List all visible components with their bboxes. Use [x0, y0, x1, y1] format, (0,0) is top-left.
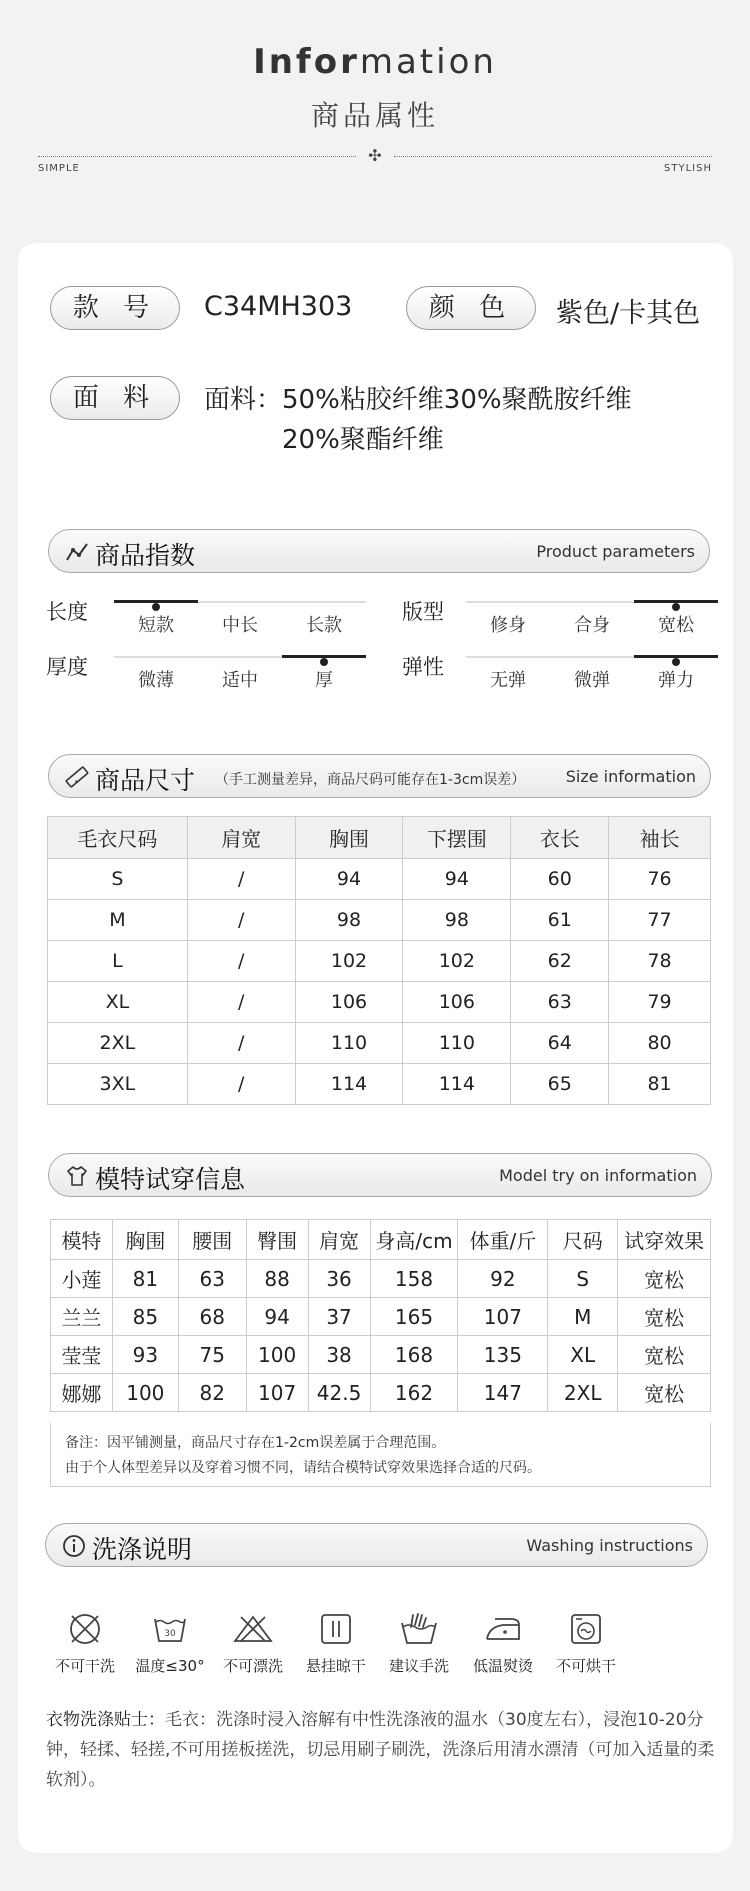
table-cell: 2XL — [548, 1374, 618, 1412]
param-length-opt-3: 长款 — [306, 615, 342, 636]
model-col-hip: 臀围 — [246, 1220, 308, 1260]
wash-label-no-tumble-dry: 不可烘干 — [555, 1657, 616, 1675]
table-cell: 100 — [246, 1336, 308, 1374]
ruler-icon — [65, 765, 89, 789]
table-row — [51, 1260, 711, 1298]
model-col-fit: 试穿效果 — [618, 1220, 711, 1260]
size-table-header — [48, 817, 711, 859]
table-cell: 107 — [458, 1298, 548, 1336]
table-cell: / — [187, 900, 295, 941]
low-iron-icon — [483, 1611, 523, 1647]
table-cell: 2XL — [48, 1023, 188, 1064]
table-cell: 110 — [295, 1023, 403, 1064]
wash-tips-title: 衣物洗涤贴士： — [46, 1710, 165, 1730]
header-divider-left — [38, 156, 356, 157]
param-fit-opt-1: 修身 — [490, 615, 526, 636]
wash-tips — [46, 1705, 716, 1795]
no-bleach-icon — [233, 1611, 273, 1647]
table-cell: 宽松 — [618, 1260, 711, 1298]
model-col-height: 身高/cm — [370, 1220, 458, 1260]
table-cell: 42.5 — [308, 1374, 370, 1412]
size-section-note: （手工测量差异，商品尺码可能存在1-3cm误差） — [215, 772, 526, 788]
style-number-label: 款 号 — [50, 286, 180, 330]
table-cell: 78 — [609, 941, 711, 982]
table-cell: 63 — [178, 1260, 246, 1298]
table-cell: 158 — [370, 1260, 458, 1298]
table-cell: 宽松 — [618, 1336, 711, 1374]
table-cell: 36 — [308, 1260, 370, 1298]
header-divider-right — [394, 156, 712, 157]
table-cell: 61 — [511, 900, 609, 941]
table-row — [48, 900, 711, 941]
wash-30-badge: 30 — [164, 1629, 176, 1639]
header-title-bold: Infor — [253, 42, 360, 82]
table-cell: 65 — [511, 1064, 609, 1105]
table-cell: 147 — [458, 1374, 548, 1412]
table-cell: / — [187, 1023, 295, 1064]
param-fit-opt-2: 合身 — [574, 615, 610, 636]
info-card — [18, 243, 733, 1853]
header-simple-label: SIMPLE — [38, 163, 80, 174]
table-cell: S — [48, 859, 188, 900]
table-cell: XL — [48, 982, 188, 1023]
param-fit-opt-3: 宽松 — [658, 615, 694, 636]
header-stylish-label: STYLISH — [664, 163, 712, 174]
model-note-line1: 备注：因平铺测量，商品尺寸存在1-2cm误差属于合理范围。 — [65, 1435, 446, 1451]
param-fit-label: 版型 — [402, 600, 444, 624]
table-cell: 娜娜 — [51, 1374, 113, 1412]
params-section-title: 商品指数 — [95, 541, 196, 570]
table-cell: / — [187, 1064, 295, 1105]
color-value: 紫色/卡其色 — [556, 298, 701, 329]
header-title — [0, 42, 750, 82]
table-row — [48, 982, 711, 1023]
table-cell: 94 — [246, 1298, 308, 1336]
table-row — [51, 1374, 711, 1412]
wash-label-low-iron: 低温熨烫 — [472, 1657, 533, 1675]
table-cell: 宽松 — [618, 1298, 711, 1336]
table-row — [48, 1023, 711, 1064]
table-cell: 135 — [458, 1336, 548, 1374]
wash-item-no-dry-clean — [40, 1611, 130, 1676]
table-cell: / — [187, 859, 295, 900]
table-cell: 98 — [403, 900, 511, 941]
wash-item-wash-30 — [125, 1611, 215, 1676]
cross-ornament-icon: ✣ — [368, 146, 382, 165]
model-col-size: 尺码 — [548, 1220, 618, 1260]
table-cell: 82 — [178, 1374, 246, 1412]
table-cell: 62 — [511, 941, 609, 982]
table-cell: / — [187, 982, 295, 1023]
table-cell: 102 — [403, 941, 511, 982]
table-cell: 94 — [403, 859, 511, 900]
wash-item-low-iron — [458, 1611, 548, 1676]
table-cell: 75 — [178, 1336, 246, 1374]
info-circle-icon — [62, 1534, 86, 1558]
table-cell: 79 — [609, 982, 711, 1023]
table-cell: 168 — [370, 1336, 458, 1374]
wash-label-temp: 温度≤30° — [135, 1657, 205, 1675]
table-cell: 81 — [112, 1260, 178, 1298]
hang-dry-icon — [318, 1611, 354, 1647]
table-cell: 60 — [511, 859, 609, 900]
table-cell: 莹莹 — [51, 1336, 113, 1374]
table-cell: M — [548, 1298, 618, 1336]
table-cell: 68 — [178, 1298, 246, 1336]
param-elasticity-opt-3: 弹力 — [658, 670, 694, 691]
param-length-dot — [152, 603, 160, 611]
table-cell: 80 — [609, 1023, 711, 1064]
wash-item-hand-wash — [374, 1611, 464, 1676]
param-length-opt-2: 中长 — [222, 615, 258, 636]
wash-section-en: Washing instructions — [526, 1536, 693, 1555]
fabric-value-line1: 面料：50%粘胶纤维30%聚酰胺纤维 — [204, 385, 632, 415]
table-cell: M — [48, 900, 188, 941]
size-col-shoulder: 肩宽 — [187, 817, 295, 859]
wash-item-no-bleach — [208, 1611, 298, 1676]
header-title-rest: mation — [359, 42, 497, 82]
param-thickness-dot — [320, 658, 328, 666]
param-thickness-opt-2: 适中 — [222, 670, 258, 691]
trend-line-icon — [65, 540, 89, 564]
table-cell: 宽松 — [618, 1374, 711, 1412]
model-col-name: 模特 — [51, 1220, 113, 1260]
hand-wash-icon — [399, 1611, 439, 1647]
wash-label-no-dry-clean: 不可干洗 — [54, 1657, 115, 1675]
model-section-title: 模特试穿信息 — [95, 1165, 246, 1194]
model-note-line2: 由于个人体型差异以及穿着习惯不同，请结合模特试穿效果选择合适的尺码。 — [65, 1460, 541, 1476]
model-col-weight: 体重/斤 — [458, 1220, 548, 1260]
table-cell: 3XL — [48, 1064, 188, 1105]
fabric-value-line2: 20%聚酯纤维 — [282, 425, 444, 455]
wash-30-icon — [152, 1611, 188, 1647]
table-cell: 114 — [295, 1064, 403, 1105]
param-length-opt-1: 短款 — [138, 615, 174, 636]
table-cell: 94 — [295, 859, 403, 900]
header-subtitle: 商品属性 — [310, 99, 439, 132]
params-section-bar — [48, 529, 710, 573]
param-thickness-opt-1: 微薄 — [138, 670, 174, 691]
table-cell: 98 — [295, 900, 403, 941]
size-section-title: 商品尺寸 — [95, 766, 196, 795]
size-col-size: 毛衣尺码 — [48, 817, 188, 859]
fabric-label: 面 料 — [50, 376, 180, 420]
table-row — [48, 1064, 711, 1105]
size-section-en: Size information — [565, 767, 696, 786]
table-cell: 114 — [403, 1064, 511, 1105]
table-row — [48, 941, 711, 982]
param-elasticity-opt-2: 微弹 — [574, 670, 610, 691]
wash-label-hand-wash: 建议手洗 — [388, 1657, 449, 1675]
table-row — [51, 1298, 711, 1336]
wash-item-hang-dry — [291, 1611, 381, 1676]
table-cell: L — [48, 941, 188, 982]
wash-tips-body: 毛衣：洗涤时浸入溶解有中性洗涤液的温水（30度左右），浸泡10-20分钟，轻揉、轻搓,不可用搓板搓洗，切忌用刷子刷洗，洗涤后用清水漂清（可加入适量的柔软剂）。 — [46, 1710, 715, 1790]
model-col-waist: 腰围 — [178, 1220, 246, 1260]
model-note — [50, 1423, 711, 1487]
model-table-header — [51, 1220, 711, 1260]
size-col-length: 衣长 — [511, 817, 609, 859]
table-cell: 107 — [246, 1374, 308, 1412]
table-cell: XL — [548, 1336, 618, 1374]
param-elasticity-label: 弹性 — [402, 655, 444, 679]
table-cell: 85 — [112, 1298, 178, 1336]
table-cell: 106 — [295, 982, 403, 1023]
param-elasticity-opt-1: 无弹 — [490, 670, 526, 691]
param-fit-dot — [672, 603, 680, 611]
wash-section-bar — [45, 1523, 708, 1567]
table-cell: 37 — [308, 1298, 370, 1336]
model-section-en: Model try on information — [499, 1166, 697, 1185]
table-cell: 110 — [403, 1023, 511, 1064]
size-col-hem: 下摆围 — [403, 817, 511, 859]
table-cell: 102 — [295, 941, 403, 982]
table-row — [51, 1336, 711, 1374]
model-col-chest: 胸围 — [112, 1220, 178, 1260]
model-table — [50, 1219, 711, 1412]
table-cell: 106 — [403, 982, 511, 1023]
param-elasticity-dot — [672, 658, 680, 666]
table-cell: 81 — [609, 1064, 711, 1105]
table-cell: 63 — [511, 982, 609, 1023]
table-cell: 93 — [112, 1336, 178, 1374]
table-cell: 88 — [246, 1260, 308, 1298]
size-section-bar — [48, 754, 711, 798]
table-cell: 38 — [308, 1336, 370, 1374]
wash-item-no-tumble-dry — [541, 1611, 631, 1676]
table-cell: 兰兰 — [51, 1298, 113, 1336]
table-cell: 77 — [609, 900, 711, 941]
no-dry-clean-icon — [67, 1611, 103, 1647]
style-number-value: C34MH303 — [204, 291, 353, 322]
table-row — [48, 859, 711, 900]
size-col-chest: 胸围 — [295, 817, 403, 859]
table-cell: 100 — [112, 1374, 178, 1412]
param-thickness-opt-3: 厚 — [315, 670, 333, 691]
no-tumble-dry-icon — [568, 1611, 604, 1647]
params-section-en: Product parameters — [536, 542, 695, 561]
size-table — [47, 816, 711, 1105]
model-col-shoulder: 肩宽 — [308, 1220, 370, 1260]
model-section-bar — [48, 1153, 712, 1197]
param-length-label: 长度 — [46, 600, 88, 624]
tshirt-icon — [65, 1164, 89, 1188]
table-cell: 76 — [609, 859, 711, 900]
table-cell: 162 — [370, 1374, 458, 1412]
table-cell: 小莲 — [51, 1260, 113, 1298]
table-cell: / — [187, 941, 295, 982]
table-cell: 64 — [511, 1023, 609, 1064]
param-thickness-label: 厚度 — [46, 655, 88, 679]
wash-section-title: 洗涤说明 — [92, 1535, 193, 1564]
wash-label-no-bleach: 不可漂洗 — [222, 1657, 283, 1675]
wash-label-hang-dry: 悬挂晾干 — [305, 1657, 366, 1675]
table-cell: 165 — [370, 1298, 458, 1336]
table-cell: S — [548, 1260, 618, 1298]
table-cell: 92 — [458, 1260, 548, 1298]
color-label: 颜 色 — [406, 286, 536, 330]
size-col-sleeve: 袖长 — [609, 817, 711, 859]
